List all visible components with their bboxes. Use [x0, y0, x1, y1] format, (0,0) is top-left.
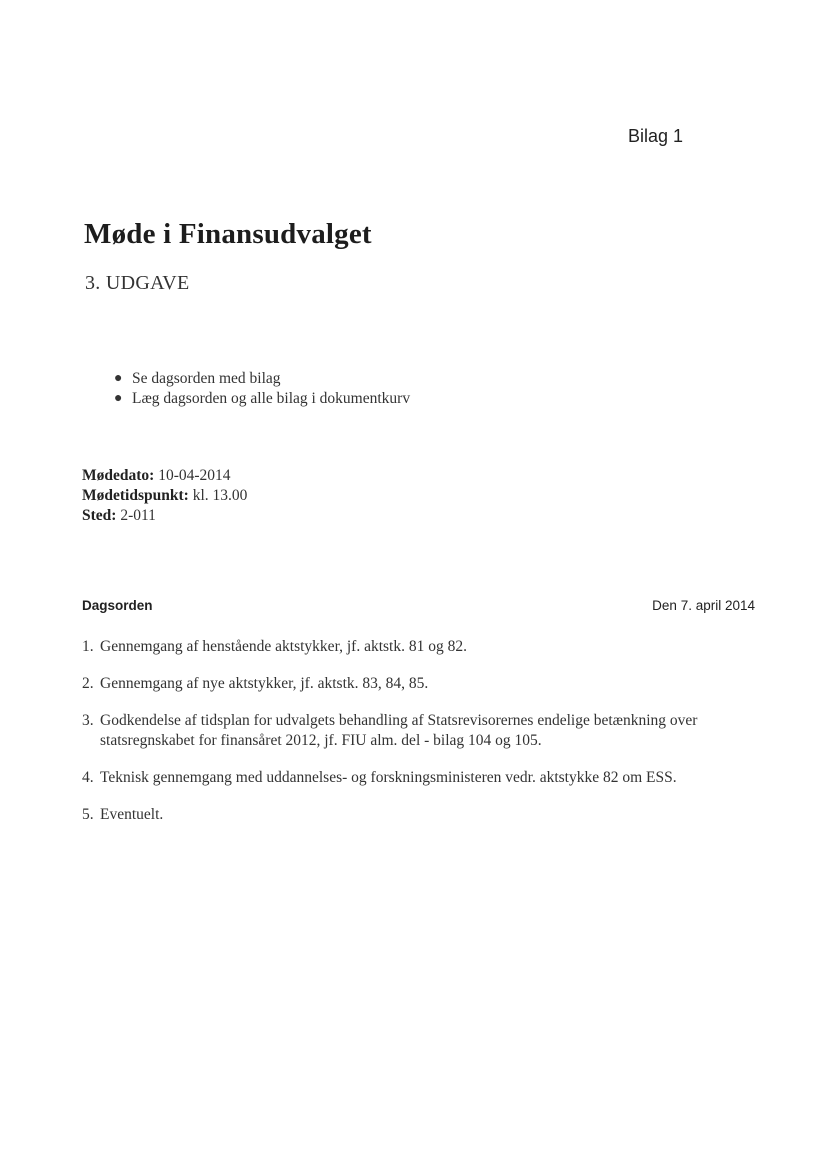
meeting-place-label: Sted:	[82, 507, 117, 524]
meeting-date-row	[82, 466, 247, 486]
agenda-item-text: Gennemgang af nye aktstykker, jf. aktstk. 83, 84, 85.	[100, 675, 429, 692]
agenda-item-number: 2.	[82, 675, 94, 692]
agenda-item	[82, 674, 762, 694]
meeting-details	[82, 466, 247, 526]
link-text[interactable]: Læg dagsorden og alle bilag i dokumentkurv	[132, 390, 411, 407]
agenda-item-text: Teknisk gennemgang med uddannelses- og forskningsministeren vedr. aktstykke 82 om ESS.	[100, 769, 677, 786]
meeting-time-value: kl. 13.00	[192, 487, 248, 504]
agenda-item-number: 1.	[82, 638, 94, 655]
agenda-item	[82, 768, 762, 788]
add-to-document-basket-link[interactable]	[114, 389, 410, 409]
meeting-time-row	[82, 486, 247, 506]
meeting-place-row	[82, 506, 247, 526]
agenda-item-text: Eventuelt.	[100, 806, 164, 823]
bullet-icon: ●	[114, 391, 123, 406]
edition-label: 3. UDGAVE	[85, 272, 190, 294]
link-text[interactable]: Se dagsorden med bilag	[132, 370, 281, 387]
agenda-header	[82, 598, 755, 618]
agenda-item-text: Gennemgang af henstående aktstykker, jf. aktstk. 81 og 82.	[100, 638, 467, 655]
meeting-place-value: 2-011	[120, 507, 156, 524]
agenda-item-number: 3.	[82, 712, 94, 729]
meeting-date-label: Mødedato:	[82, 467, 155, 484]
agenda-issued-date: Den 7. april 2014	[652, 598, 755, 613]
agenda-item-number: 5.	[82, 806, 94, 823]
bullet-icon: ●	[114, 371, 123, 386]
agenda-item	[82, 637, 762, 657]
agenda-item-text: Godkendelse af tidsplan for udvalgets behandling af Statsrevisorernes endelige betænkning over statsregnskabet for finansåret 2012, jf. FIU alm. del - bilag 104 og 105.	[100, 712, 698, 749]
annex-label: Bilag 1	[628, 126, 684, 146]
agenda-heading: Dagsorden	[82, 598, 153, 613]
agenda-list	[82, 637, 762, 842]
agenda-with-attachments-link[interactable]	[114, 369, 410, 389]
action-link-list	[114, 369, 410, 409]
meeting-date-value: 10-04-2014	[158, 467, 231, 484]
meeting-time-label: Mødetidspunkt:	[82, 487, 189, 504]
agenda-item	[82, 805, 762, 825]
agenda-item	[82, 711, 762, 751]
agenda-item-number: 4.	[82, 769, 94, 786]
page-title: Møde i Finansudvalget	[84, 218, 372, 250]
